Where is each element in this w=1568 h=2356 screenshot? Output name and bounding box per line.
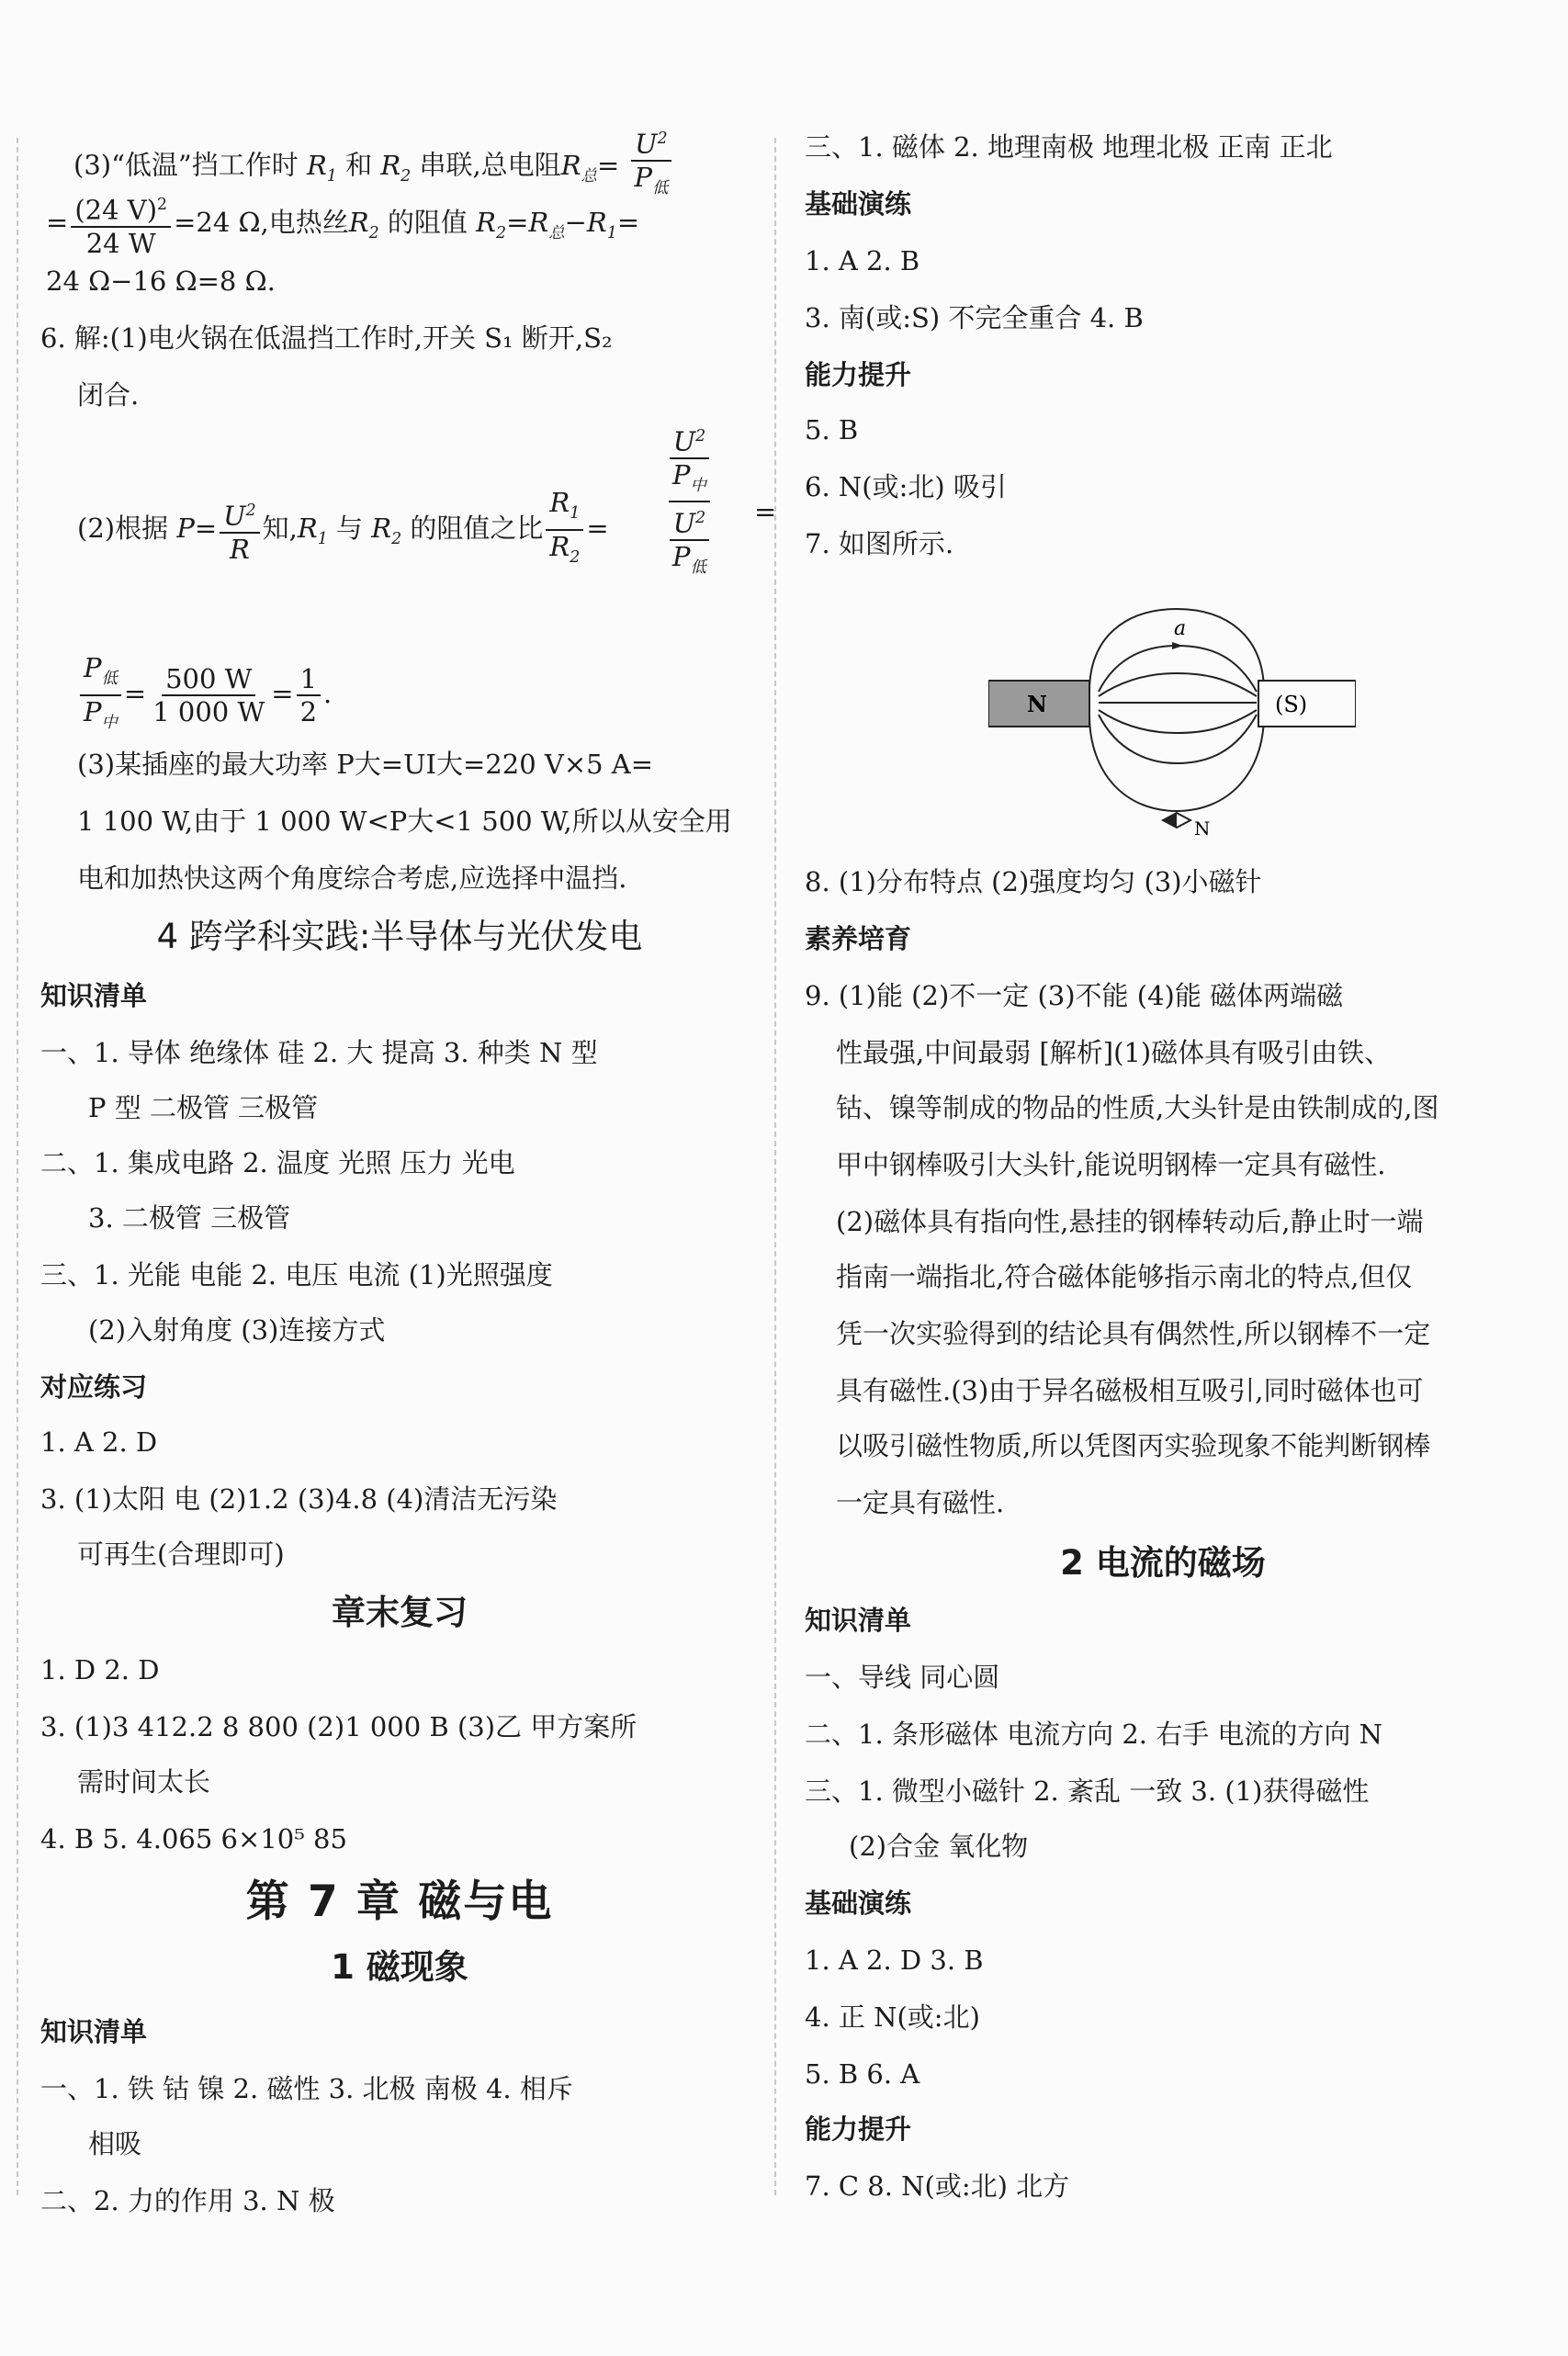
literacy-9-line-6: 指南一端指北,符合磁体能够指示南北的特点,但仅 [836, 1261, 1413, 1292]
literacy-9-line-2: 性最强,中间最弱 [解析](1)磁体具有吸引由铁、 [836, 1037, 1392, 1068]
review-4: 4. B 5. 4.065 6×10⁵ 85 [40, 1823, 347, 1854]
current-basic-5: 5. B 6. A [805, 2058, 920, 2090]
line-power-ratio: $\frac{P_低}{P_中}$ = $\frac{500 W}{1 000 W}$ = $\frac{1}{2}$ . [77, 652, 332, 726]
section-title-1: 1 磁现象 [331, 1947, 468, 1987]
literacy-9-line-5: (2)磁体具有指向性,悬挂的钢棒转动后,静止时一端 [836, 1206, 1424, 1237]
basic-1: 1. A 2. B [805, 245, 920, 276]
label-s-pole: (S) [1275, 692, 1308, 717]
review-3-b: 需时间太长 [77, 1766, 211, 1798]
heading-knowledge-list-3: 知识清单 [805, 1605, 912, 1636]
ability-5: 5. B [805, 414, 859, 445]
knowledge-1-b: P 型 二极管 三极管 [88, 1092, 319, 1123]
literacy-9-line-7: 凭一次实验得到的结论具有偶然性,所以钢棒不一定 [836, 1318, 1431, 1349]
current-knowledge-3-b: (2)合金 氧化物 [849, 1831, 1029, 1862]
column-divider [17, 138, 18, 2195]
basic-3: 3. 南(或:S) 不完全重合 4. B [805, 302, 1144, 333]
section-title-review: 章末复习 [332, 1593, 468, 1632]
line-result: 24 Ω−16 Ω=8 Ω. [46, 265, 276, 297]
section-title-2: 2 电流的磁场 [1060, 1543, 1266, 1583]
current-basic-1: 1. A 2. D 3. B [805, 1945, 984, 1976]
heading-ability-2: 能力提升 [805, 2114, 912, 2145]
field-line-2 [1099, 673, 1257, 696]
heading-basic-practice: 基础演练 [805, 188, 912, 220]
line-resistance-calc: = $\frac{(24 V)^2}{24 W}$ =24 Ω,电热丝$R_2$ 的阻值 $R_2=R_总-R_1=$ [46, 189, 639, 263]
line-low-temp: (3)“低温”挡工作时 $R_1$ 和 $R_2$ 串联,总电阻$R_总=$ $\frac{U^2}{P_低}$ [73, 127, 674, 167]
heading-knowledge-list-2: 知识清单 [40, 2016, 148, 2047]
answer-3: 三、1. 磁体 2. 地理南极 地理北极 正南 正北 [805, 131, 1333, 163]
review-3-a: 3. (1)3 412.2 8 800 (2)1 000 B (3)乙 甲方案所 [40, 1711, 637, 1742]
ability-6: 6. N(或:北) 吸引 [805, 471, 1007, 502]
question-6-ratio: (2)根据 P= $\frac{U^2}{R}$ 知$,R_1$ 与 $R_2$ 的阻值之比 $\frac{R_1}{R_2}$ = [77, 487, 609, 567]
knowledge-3-a: 三、1. 光能 电能 2. 电压 电流 (1)光照强度 [40, 1259, 553, 1291]
magnet-knowledge-1-b: 相吸 [88, 2128, 142, 2159]
heading-literacy: 素养培育 [805, 923, 912, 954]
practice-1: 1. A 2. D [40, 1426, 158, 1458]
question-6-line-2: 闭合. [77, 379, 140, 411]
literacy-9-line-1: 9. (1)能 (2)不一定 (3)不能 (4)能 磁体两端磁 [805, 980, 1344, 1011]
label-needle-n: N [1194, 817, 1211, 839]
practice-3-a: 3. (1)太阳 电 (2)1.2 (3)4.8 (4)清洁无污染 [40, 1483, 558, 1515]
compound-fraction: $\frac{\frac{U^2}{P_中}}{\frac{U^2}{P_低}}$ = [666, 421, 713, 583]
fraction-u2-plow: $\frac{U^2}{P_低}$ [630, 123, 671, 203]
magnetic-field-figure [988, 591, 1356, 839]
literacy-9-line-3: 钴、镍等制成的物品的性质,大头针是由铁制成的,图 [836, 1092, 1439, 1123]
knowledge-3-b: (2)入射角度 (3)连接方式 [88, 1314, 386, 1346]
current-knowledge-1: 一、导线 同心圆 [805, 1662, 1000, 1693]
knowledge-2-a: 二、1. 集成电路 2. 温度 光照 压力 光电 [40, 1147, 515, 1178]
field-line-3 [1099, 710, 1257, 733]
current-basic-4: 4. 正 N(或:北) [805, 2001, 980, 2033]
heading-ability: 能力提升 [805, 359, 912, 390]
question-6-line-1: 6. 解:(1)电火锅在低温挡工作时,开关 S₁ 断开,S₂ [40, 322, 613, 354]
ability-7: 7. 如图所示. [805, 528, 954, 559]
chapter-title: 第 7 章 磁与电 [245, 1877, 554, 1927]
literacy-9-line-4: 甲中钢棒吸引大头针,能说明钢棒一定具有磁性. [836, 1149, 1386, 1180]
current-knowledge-3-a: 三、1. 微型小磁针 2. 紊乱 一致 3. (1)获得磁性 [805, 1775, 1370, 1807]
label-a: a [1174, 617, 1187, 640]
question-6-part-3-b: 1 100 W,由于 1 000 W<P大<1 500 W,所以从安全用 [77, 806, 732, 837]
arrow-icon [1172, 642, 1183, 649]
practice-3-b: 可再生(合理即可) [77, 1539, 285, 1570]
heading-practice: 对应练习 [40, 1371, 148, 1403]
literacy-9-line-10: 一定具有磁性. [836, 1487, 1005, 1518]
question-6-part-3-a: (3)某插座的最大功率 P大=UI大=220 V×5 A= [77, 749, 654, 780]
label-n-pole: N [1027, 691, 1047, 717]
literacy-9-line-8: 具有磁性.(3)由于异名磁极相互吸引,同时磁体也可 [836, 1375, 1424, 1406]
question-6-part-3-c: 电和加热快这两个角度综合考虑,应选择中温挡. [77, 862, 627, 894]
knowledge-2-b: 3. 二极管 三极管 [88, 1202, 291, 1234]
literacy-9-line-9: 以吸引磁性物质,所以凭图丙实验现象不能判断钢棒 [836, 1430, 1431, 1461]
knowledge-1-a: 一、1. 导体 绝缘体 硅 2. 大 提高 3. 种类 N 型 [40, 1037, 598, 1068]
field-line-a [1099, 646, 1257, 692]
current-knowledge-2: 二、1. 条形磁体 电流方向 2. 右手 电流的方向 N [805, 1719, 1383, 1750]
review-1: 1. D 2. D [40, 1654, 160, 1685]
heading-basic-practice-2: 基础演练 [805, 1888, 912, 1919]
column-divider [774, 138, 776, 2195]
current-ability-7: 7. C 8. N(或:北) 北方 [805, 2170, 1070, 2202]
section-title-4: 4 跨学科实践:半导体与光伏发电 [156, 917, 643, 956]
magnet-knowledge-2: 二、2. 力的作用 3. N 极 [40, 2185, 335, 2216]
fraction-24v2-24w: $\frac{(24 V)^2}{24 W}$ [71, 189, 171, 259]
magnet-knowledge-1-a: 一、1. 铁 钴 镍 2. 磁性 3. 北极 南极 4. 相斥 [40, 2073, 573, 2104]
heading-knowledge-list: 知识清单 [40, 980, 148, 1011]
ability-8: 8. (1)分布特点 (2)强度均匀 (3)小磁针 [805, 866, 1262, 897]
